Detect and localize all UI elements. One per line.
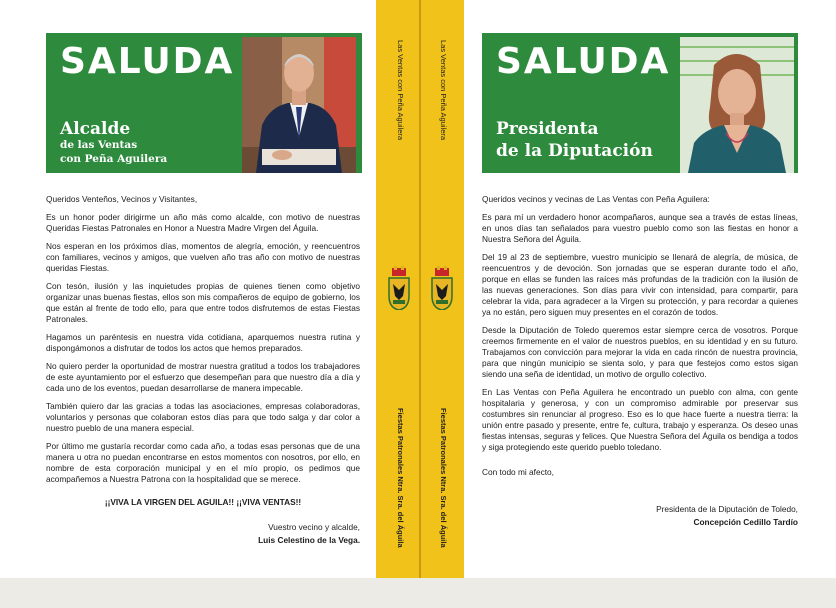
spine-text-bottom-right: Fiestas Patronales Ntra. Sra. del Águila (439, 408, 448, 548)
president-letter-body (482, 194, 798, 535)
signature-line: Presidenta de la Diputación de Toledo, (656, 504, 798, 514)
mayor-portrait-photo (242, 37, 356, 173)
role-subtitle: de las Ventas (60, 139, 138, 151)
signature-line: Vuestro vecino y alcalde, (268, 522, 360, 532)
paragraph: Es un honor poder dirigirme un año más como alcalde, con motivo de nuestras Queridas Fiestas Patronales en Honor a Nuestra Madre Virgen del Águila. (46, 212, 360, 233)
paragraph: Desde la Diputación de Toledo queremos estar siempre cerca de vosotros. Porque creemos firmemente en el valor de nuestros pueblos, en su identidad y en su futuro. Trabajamos con convicción para mejorar la vida en cada rincón de nuestra provincia, para que ningún municipio se sienta solo, y para que festejos como estos sigan siendo una seña de identidad, un motivo de orgullo colectivo. (482, 325, 798, 379)
mayor-letter-body (46, 194, 360, 553)
paragraph: Hagamos un paréntesis en nuestra vida cotidiana, aparquemos nuestra rutina y dispongámonos a disfrutar de todos los actos que hemos preparados. (46, 332, 360, 353)
paragraph: Del 19 al 23 de septiembre, vuestro municipio se llenará de alegría, de música, de reencuentros y de devoción. Son jornadas que se esperan durante todo el año, porque en ellas se funden las raíces más profundas de la tradición con la ilusión de las nuevas generaciones. Son días para vivir con intensidad, para compartir, para celebrar la vida, para agradecer a la Virgen su protección, y para recordar a quienes ya no están, pero siguen muy presentes en el corazón de todos. (482, 252, 798, 317)
greeting: Queridos Venteños, Vecinos y Visitantes, (46, 194, 198, 204)
president-header-banner (482, 33, 798, 173)
spine-text-top-right: Las Ventas con Peña Aguilera (439, 40, 448, 141)
spine-text-bottom-left: Fiestas Patronales Ntra. Sra. del Águila (396, 408, 405, 548)
spine-seam (419, 0, 421, 578)
saluda-title: SALUDA (496, 41, 671, 82)
paragraph: Con tesón, ilusión y las inquietudes propias de quienes tienen como objetivo organizar unas buenas fiestas, ellos son mis compañeros de equipo de gobierno, los que están al frente de todo ello, para que entre todos disfrutemos de estas Fiestas Patronales. (46, 281, 360, 324)
role-subtitle-2: con Peña Aguilera (60, 153, 168, 165)
president-portrait-photo (680, 37, 794, 173)
paragraph: No quiero perder la oportunidad de mostrar nuestra gratitud a todos los trabajadores de este ayuntamiento por el esfuerzo que desempeñan para que nuestro día a día y cada uno de los eventos, puedan desarrollarse de manera impecable. (46, 361, 360, 393)
paragraph: En Las Ventas con Peña Aguilera he encontrado un pueblo con alma, con gente hospitalaria y generosa, y con un compromiso admirable por preservar sus costumbres sin renunciar al progreso. Eso es lo que hace fuerte a nuestra tierra: la unión entre pasado y presente, entre fe, cultura, trabajo y esperanza. Os deseo unas fiestas intensas, seguras y felices. Que Nuestra Señora del Águila os bendiga a todos y siga protegiendo este querido pueblo toledano. (482, 387, 798, 452)
signature-name: Luis Celestino de la Vega. (258, 535, 360, 545)
book-spine (376, 0, 464, 578)
exclamation-line: ¡¡VIVA LA VIRGEN DEL AGUILA!! ¡¡VIVA VENTAS!! (104, 497, 302, 507)
role-title: Presidenta (496, 119, 599, 139)
role-title: Alcalde (60, 119, 131, 139)
saluda-title: SALUDA (60, 41, 235, 82)
mayor-header-banner (46, 33, 362, 173)
spine-text-top-left: Las Ventas con Peña Aguilera (396, 40, 405, 141)
closing-line: Con todo mi afecto, (482, 467, 554, 477)
paragraph: También quiero dar las gracias a todas las asociaciones, empresas colaboradoras, voluntarios y personas que colaboran estos días para que todo salga y dar color a nuestro pueblo de una manera especial. (46, 401, 360, 433)
greeting: Queridos vecinos y vecinas de Las Ventas con Peña Aguilera: (482, 194, 710, 204)
coat-of-arms-icon (387, 266, 411, 310)
signature-name: Concepción Cedillo Tardío (693, 517, 798, 527)
paragraph: Por último me gustaría recordar como cada año, a todas esas personas que de una manera u otra no puedan encontrarse en estos momentos con nosotros, por ello, en nombre de esta corporación municipal y en el mío propio, os pedimos que acompañemos a Nuestra Patrona con la hospitalidad que se merece. (46, 441, 360, 484)
paragraph: Es para mí un verdadero honor acompañaros, aunque sea a través de estas líneas, en unos días tan señalados para vuestro pueblo como son las fiestas en honor a Nuestra Señora del Águila. (482, 212, 798, 244)
role-subtitle: de la Diputación (496, 141, 653, 161)
paragraph: Nos esperan en los próximos días, momentos de alegría, emoción, y reencuentros con familiares, vecinos y amigos, que vuelven año tras año con motivo de nuestras queridas Fiestas. (46, 241, 360, 273)
coat-of-arms-icon (430, 266, 454, 310)
